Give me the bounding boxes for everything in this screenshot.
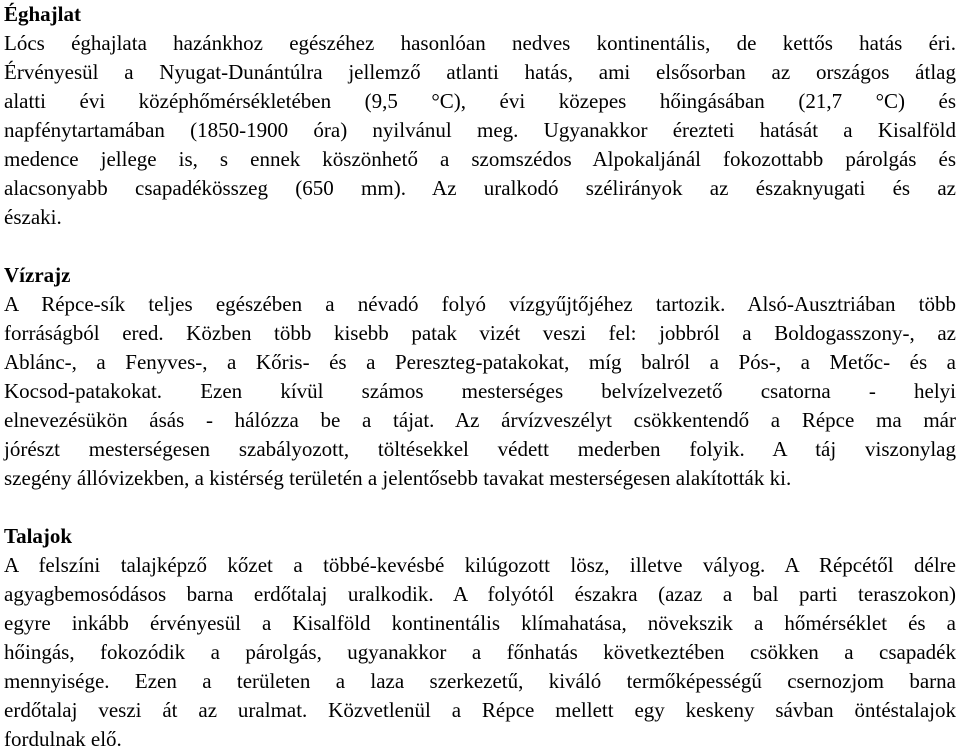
text-line: Érvényesül a Nyugat-Dunántúlra jellemző atlanti hatás, ami elsősorban az országos átlag [4, 60, 956, 84]
text-line: Lócs éghajlata hazánkhoz egészéhez hasonlóan nedves kontinentális, de kettős hatás éri. [4, 31, 956, 55]
document-page [4, 0, 956, 754]
text-line: medence jellege is, s ennek köszönhető a szomszédos Alpokaljánál fokozottabb párolgás és [4, 147, 956, 171]
text-line: alacsonyabb csapadékösszeg (650 mm). Az uralkodó szélirányok az északnyugati és az [4, 176, 956, 200]
text-line: forráságból ered. Közben több kisebb patak vizét veszi fel: jobbról a Boldogasszony-, az [4, 321, 956, 345]
text-line: északi. [4, 205, 62, 229]
text-line: A felszíni talajképző kőzet a többé-kevésbé kilúgozott lösz, illetve vályog. A Répcétől délre [4, 553, 956, 577]
text-line: mennyisége. Ezen a területen a laza szerkezetű, kiváló termőképességű csernozjom barna [4, 669, 956, 693]
section-title-talajok: Talajok [4, 524, 73, 548]
section-title-eghajlat: Éghajlat [4, 2, 82, 26]
paragraph-vizrajz [4, 290, 956, 493]
paragraph-talajok [4, 551, 956, 754]
paragraph-eghajlat [4, 29, 956, 232]
text-line: alatti évi középhőmérsékletében (9,5 °C), évi közepes hőingásában (21,7 °C) és [4, 89, 956, 113]
text-line: agyagbemosódásos barna erdőtalaj uralkodik. A folyótól északra (azaz a bal parti teraszokon) [4, 582, 956, 606]
text-line: hőingás, fokozódik a párolgás, ugyanakkor a főnhatás következtében csökken a csapadék [4, 640, 956, 664]
text-line: egyre inkább érvényesül a Kisalföld kontinentális klímahatása, növekszik a hőmérséklet és a [4, 611, 956, 635]
section-talajok [4, 522, 956, 754]
text-line: elnevezésükön ásás - hálózza be a tájat. Az árvízveszélyt csökkentendő a Répce ma már [4, 408, 956, 432]
section-vizrajz [4, 261, 956, 493]
text-line: fordulnak elő. [4, 727, 122, 751]
text-line: A Répce-sík teljes egészében a névadó folyó vízgyűjtőjéhez tartozik. Alsó-Ausztriában több [4, 292, 956, 316]
text-line: Kocsod-patakokat. Ezen kívül számos mesterséges belvízelvezető csatorna - helyi [4, 379, 956, 403]
text-line: erdőtalaj veszi át az uralmat. Közvetlenül a Répce mellett egy keskeny sávban öntéstalajok [4, 698, 956, 722]
section-spacer [4, 232, 956, 261]
text-line: jórészt mesterségesen szabályozott, töltésekkel védett mederben folyik. A táj viszonylag [4, 437, 956, 461]
text-line: napfénytartamában (1850-1900 óra) nyilvánul meg. Ugyanakkor érezteti hatását a Kisalföld [4, 118, 956, 142]
section-spacer [4, 493, 956, 522]
section-eghajlat [4, 0, 956, 232]
text-line: szegény állóvizekben, a kistérség területén a jelentősebb tavakat mesterségesen alakították ki. [4, 466, 792, 490]
section-title-vizrajz: Vízrajz [4, 263, 71, 287]
text-line: Ablánc-, a Fenyves-, a Kőris- és a Pereszteg-patakokat, míg balról a Pós-, a Metőc- és a [4, 350, 956, 374]
